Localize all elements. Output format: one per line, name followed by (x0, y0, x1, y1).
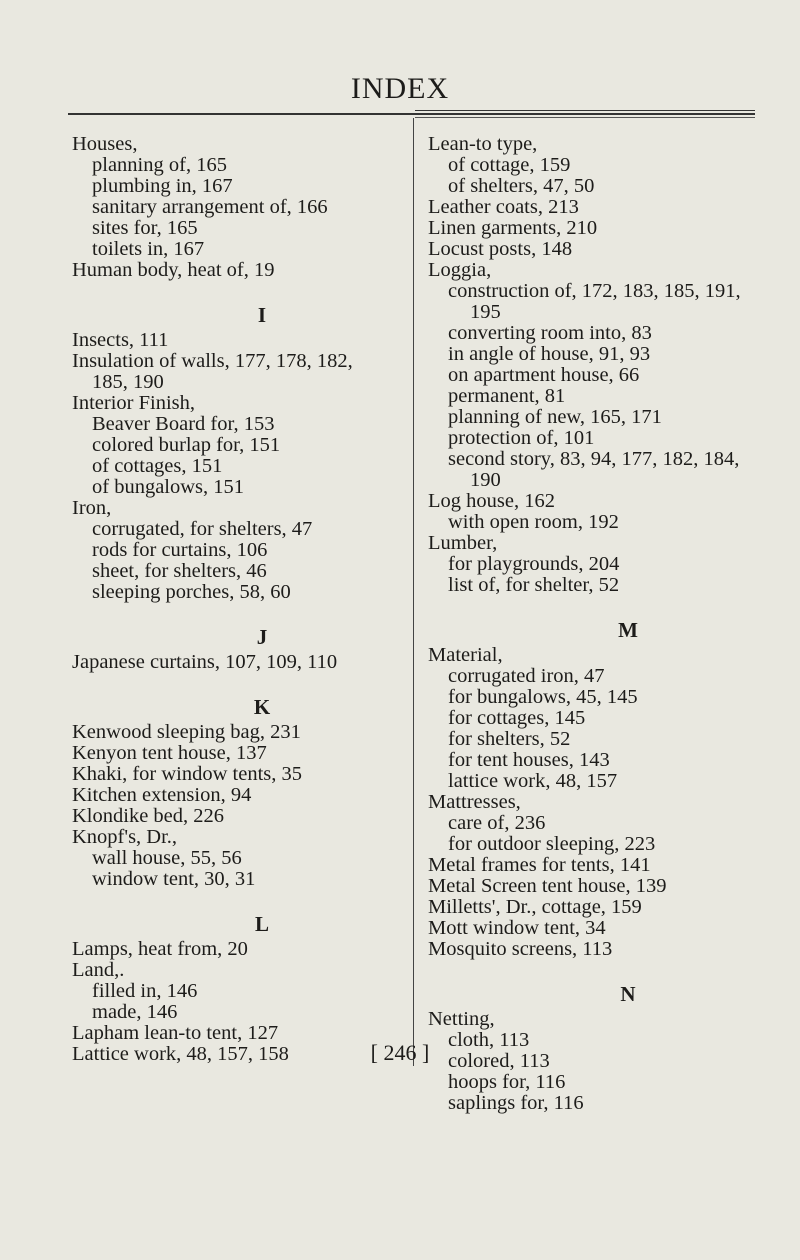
index-subentry: 190 (470, 469, 501, 491)
index-subentry: sanitary arrangement of, 166 (92, 196, 328, 218)
index-subentry: care of, 236 (448, 812, 546, 834)
index-subentry: with open room, 192 (448, 511, 619, 533)
index-entry: Land,. (72, 959, 125, 981)
page-title: INDEX (350, 72, 450, 105)
index-entry: Netting, (428, 1008, 495, 1030)
index-group-h (72, 134, 412, 281)
index-subentry: filled in, 146 (92, 980, 198, 1002)
index-group-k (72, 722, 412, 890)
index-subentry: corrugated, for shelters, 47 (92, 518, 313, 540)
index-entry: Kenyon tent house, 137 (72, 742, 267, 764)
index-subentry: second story, 83, 94, 177, 182, 184, (448, 448, 740, 470)
index-subentry: plumbing in, 167 (92, 175, 233, 197)
index-subentry: permanent, 81 (448, 385, 566, 407)
index-subentry: cloth, 113 (448, 1029, 530, 1051)
index-subentry: wall house, 55, 56 (92, 847, 242, 869)
page-number: [ 246 ] (370, 1040, 430, 1065)
index-group-l-cont (428, 134, 778, 596)
index-entry: Log house, 162 (428, 490, 555, 512)
section-letter-k: K (253, 695, 271, 719)
section-letter-j: J (256, 625, 268, 649)
index-subentry: rods for curtains, 106 (92, 539, 268, 561)
index-subentry: for outdoor sleeping, 223 (448, 833, 656, 855)
index-subentry: saplings for, 116 (448, 1092, 584, 1114)
section-letter-n: N (620, 982, 636, 1006)
index-subentry: Beaver Board for, 153 (92, 413, 275, 435)
index-entry: Human body, heat of, 19 (72, 259, 275, 281)
index-entry: Knopf's, Dr., (72, 826, 178, 848)
index-subentry: for shelters, 52 (448, 728, 571, 750)
index-entry: Houses, (72, 133, 138, 155)
index-subentry: protection of, 101 (448, 427, 595, 449)
index-entry: Mosquito screens, 113 (428, 938, 613, 960)
index-subentry: for tent houses, 143 (448, 749, 610, 771)
index-entry: Kitchen extension, 94 (72, 784, 252, 806)
index-subentry: of bungalows, 151 (92, 476, 245, 498)
index-entry: Metal Screen tent house, 139 (428, 875, 667, 897)
index-subentry: corrugated iron, 47 (448, 665, 605, 687)
index-entry: Khaki, for window tents, 35 (72, 763, 303, 785)
index-subentry: of cottages, 151 (92, 455, 223, 477)
index-column-left (72, 134, 412, 1065)
index-entry: Insulation of walls, 177, 178, 182, (72, 350, 353, 372)
index-subentry: sleeping porches, 58, 60 (92, 581, 291, 603)
index-group-m (428, 645, 778, 960)
index-subentry: planning of, 165 (92, 154, 227, 176)
header-rule-top (415, 110, 755, 111)
index-entry: Material, (428, 644, 503, 666)
index-subentry: colored burlap for, 151 (92, 434, 281, 456)
index-entry: Kenwood sleeping bag, 231 (72, 721, 301, 743)
index-subentry: made, 146 (92, 1001, 178, 1023)
index-column-right (428, 134, 778, 1114)
index-subentry: planning of new, 165, 171 (448, 406, 662, 428)
index-entry: Lean-to type, (428, 133, 538, 155)
index-entry: Interior Finish, (72, 392, 195, 414)
index-entry: Metal frames for tents, 141 (428, 854, 651, 876)
index-group-i (72, 330, 412, 603)
index-subentry: on apartment house, 66 (448, 364, 640, 386)
index-entry: Insects, 111 (72, 329, 169, 351)
index-entry: Klondike bed, 226 (72, 805, 225, 827)
section-letter-l: L (254, 912, 269, 936)
index-entry: Lumber, (428, 532, 498, 554)
index-subentry: construction of, 172, 183, 185, 191, (448, 280, 741, 302)
index-entry: Mattresses, (428, 791, 521, 813)
index-entry: Lapham lean-to tent, 127 (72, 1022, 279, 1044)
index-subentry: hoops for, 116 (448, 1071, 566, 1093)
index-entry: Milletts', Dr., cottage, 159 (428, 896, 642, 918)
index-subentry: of shelters, 47, 50 (448, 175, 595, 197)
index-entry: Lattice work, 48, 157, 158 (72, 1043, 289, 1065)
index-entry: Iron, (72, 497, 112, 519)
index-entry: Lamps, heat from, 20 (72, 938, 248, 960)
index-subentry: colored, 113 (448, 1050, 550, 1072)
index-subentry: 185, 190 (92, 371, 164, 393)
index-subentry: for playgrounds, 204 (448, 553, 620, 575)
index-entry: Japanese curtains, 107, 109, 110 (72, 651, 338, 673)
index-entry: Mott window tent, 34 (428, 917, 606, 939)
index-subentry: window tent, 30, 31 (92, 868, 256, 890)
index-entry: Leather coats, 213 (428, 196, 579, 218)
index-entry: Linen garments, 210 (428, 217, 598, 239)
index-subentry: sites for, 165 (92, 217, 198, 239)
index-subentry: list of, for shelter, 52 (448, 574, 620, 596)
index-subentry: lattice work, 48, 157 (448, 770, 618, 792)
index-subentry: for bungalows, 45, 145 (448, 686, 638, 708)
section-letter-m: M (618, 618, 638, 642)
index-subentry: for cottages, 145 (448, 707, 586, 729)
index-subentry: in angle of house, 91, 93 (448, 343, 651, 365)
header-rule-main (68, 113, 755, 115)
index-subentry: 195 (470, 301, 501, 323)
index-entry: Loggia, (428, 259, 492, 281)
section-letter-i: I (257, 303, 267, 327)
index-entry: Locust posts, 148 (428, 238, 573, 260)
index-subentry: toilets in, 167 (92, 238, 205, 260)
index-subentry: of cottage, 159 (448, 154, 571, 176)
header-rule-bottom (415, 117, 755, 118)
index-subentry: converting room into, 83 (448, 322, 652, 344)
index-group-j (72, 652, 412, 673)
index-subentry: sheet, for shelters, 46 (92, 560, 267, 582)
